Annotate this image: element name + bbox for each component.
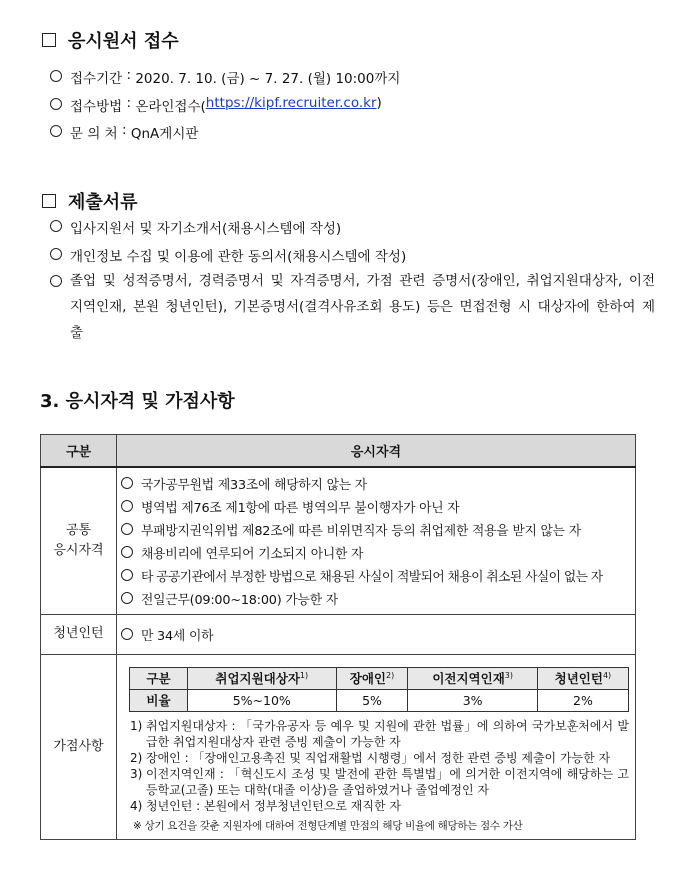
- circle-bullet-icon: [50, 275, 62, 287]
- table-header-row: [41, 435, 636, 467]
- header-qualification: 응시자격: [117, 435, 636, 467]
- square-bullet-icon: [42, 194, 56, 208]
- bonus-footnote: ※ 상기 요건을 갖춘 지원자에 대하여 전형단계별 만점의 해당 비율에 해당하는 점수 가산: [133, 819, 523, 832]
- circle-bullet-icon: [50, 220, 62, 232]
- circle-bullet-icon: [121, 628, 133, 640]
- recruit-site-link[interactable]: https://kipf.recruiter.co.kr: [205, 95, 377, 111]
- section-title-qualifications: 3. 응시자격 및 가점사항: [40, 391, 235, 412]
- row-label-bonus: 가점사항: [41, 654, 117, 839]
- list-item: 병역법 제76조 제1항에 따른 병역의무 불이행자가 아닌 자: [121, 495, 632, 518]
- rate-value: 5%~10%: [188, 689, 337, 711]
- list-item: 졸업 및 성적증명서, 경력증명서 및 자격증명서, 가점 관련 증명서(장애인, 취업지원대상자, 이전지역인재, 본원 청년인턴), 기본증명서(결격사유조회 용도) 등은 면접전형 시 대상자에 한하여 제출: [50, 268, 655, 346]
- table-row-common: [41, 467, 636, 615]
- circle-bullet-icon: [121, 500, 133, 512]
- list-item: 국가공무원법 제33조에 해당하지 않는 자: [121, 472, 632, 495]
- circle-bullet-icon: [50, 248, 62, 260]
- list-item: 타 공공기관에서 부정한 방법으로 채용된 사실이 적발되어 채용이 취소된 사실이 없는 자: [121, 564, 632, 587]
- circle-bullet-icon: [50, 70, 62, 82]
- bonus-note: 1) 취업지원대상자 : 「국가유공자 등 예우 및 지원에 관한 법률」에 의하여 국가보훈처에서 발급한 취업지원대상자 관련 증빙 제출이 가능한 자: [130, 718, 629, 749]
- circle-bullet-icon: [121, 592, 133, 604]
- bonus-note: 4) 청년인턴 : 본원에서 정부청년인턴으로 재직한 자: [130, 798, 401, 813]
- rate-value: 5%: [336, 689, 408, 711]
- table-row-intern: [41, 614, 636, 654]
- list-item: 문 의 처 : QnA게시판: [50, 122, 198, 142]
- section-title: 응시원서 접수: [68, 31, 179, 52]
- col-relocated-region: 이전지역인재$^{3)}$: [408, 667, 537, 689]
- row-label-common: 공통 응시자격: [41, 467, 117, 615]
- list-item: 부패방지권익위법 제82조에 따른 비위면직자 등의 취업제한 적용을 받지 않는 자: [121, 518, 632, 541]
- section-heading-application: [42, 27, 179, 53]
- list-item: 입사지원서 및 자기소개서(채용시스템에 작성): [50, 217, 341, 237]
- section-heading-documents: [42, 188, 138, 214]
- row-label-intern: 청년인턴: [41, 614, 117, 654]
- circle-bullet-icon: [50, 125, 62, 137]
- rate-value: 3%: [408, 689, 537, 711]
- bonus-rate-table: 구분 취업지원대상자$^{1)}$ 장애인$^{2)}$ 이전지역인재$^{3)}$ 청년인턴$^{4)}$ 비율 5%~10% 5% 3% 2%: [129, 667, 629, 712]
- circle-bullet-icon: [121, 569, 133, 581]
- list-item: 접수기간 : 2020. 7. 10. (금) ~ 7. 27. (월) 10:00까지: [50, 67, 400, 87]
- rate-value: 2%: [537, 689, 628, 711]
- list-item: 채용비리에 연루되어 기소되지 아니한 자: [121, 541, 632, 564]
- col-youth-intern: 청년인턴$^{4)}$: [537, 667, 628, 689]
- list-item: 만 34세 이하: [121, 623, 632, 646]
- circle-bullet-icon: [50, 98, 62, 110]
- circle-bullet-icon: [121, 546, 133, 558]
- header-category: 구분: [41, 435, 117, 467]
- section-title: 제출서류: [68, 192, 138, 213]
- bonus-note: 3) 이전지역인재 : 「혁신도시 조성 및 발전에 관한 특별법」에 의거한 이전지역에 해당하는 고등학교(고졸) 또는 대학(대졸 이상)을 졸업하였거나 졸업예정인 자: [130, 766, 629, 797]
- qualifications-table: [40, 434, 636, 840]
- bonus-note: 2) 장애인 : 「장애인고용촉진 및 직업재활법 시행령」에서 정한 관련 증빙 제출이 가능한 자: [130, 750, 611, 765]
- table-row-bonus: [41, 654, 636, 839]
- list-item: 개인정보 수집 및 이용에 관한 동의서(채용시스템에 작성): [50, 245, 406, 265]
- square-bullet-icon: [42, 33, 56, 47]
- list-item: 전일근무(09:00~18:00) 가능한 자: [121, 587, 632, 610]
- circle-bullet-icon: [121, 477, 133, 489]
- col-disabled: 장애인$^{2)}$: [336, 667, 408, 689]
- list-item: 접수방법 : 온라인접수( https://kipf.recruiter.co.kr ): [50, 95, 382, 115]
- circle-bullet-icon: [121, 523, 133, 535]
- col-employment-support: 취업지원대상자$^{1)}$: [188, 667, 337, 689]
